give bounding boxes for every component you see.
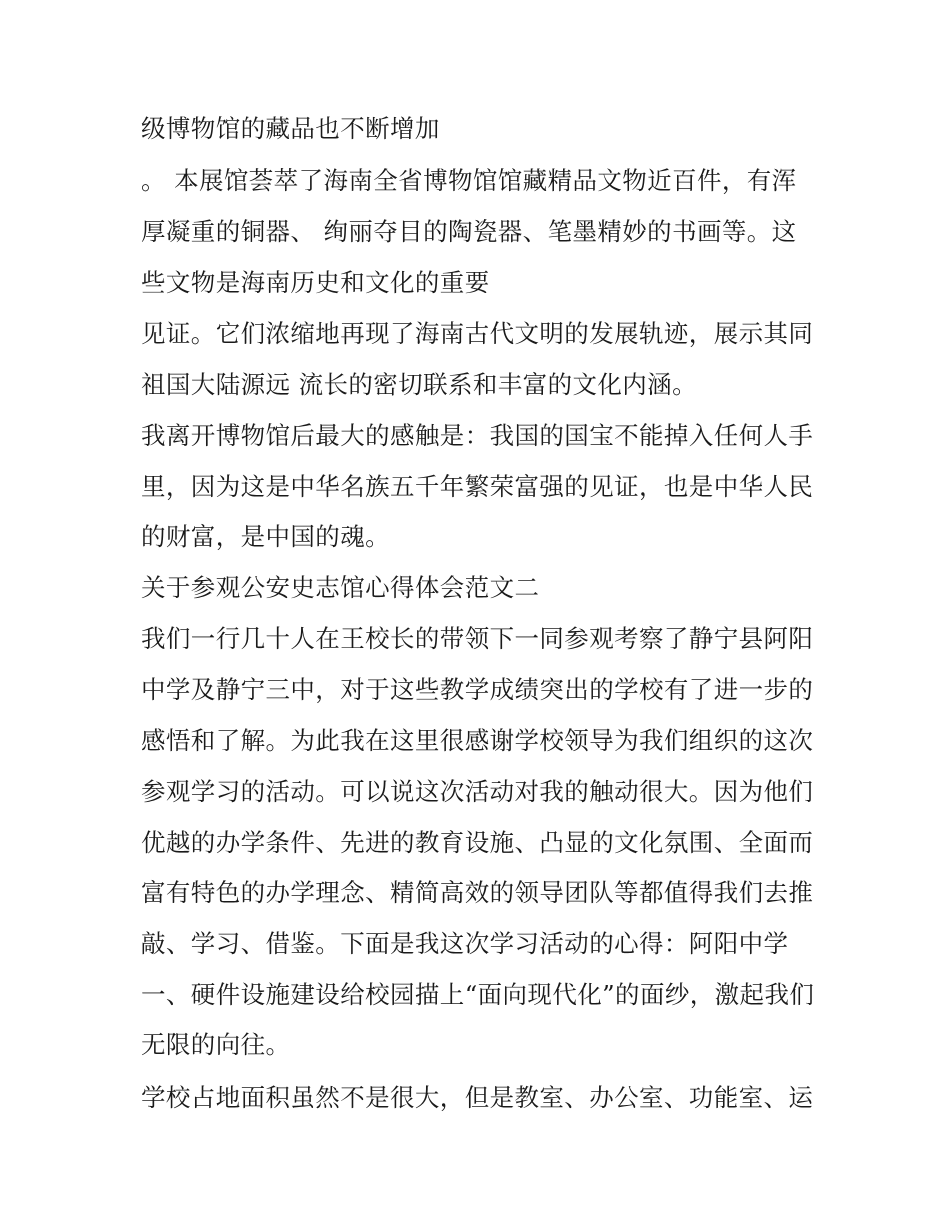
text-line: 厚凝重的铜器、 绚丽夺目的陶瓷器、笔墨精妙的书画等。这 — [141, 217, 797, 246]
section-heading: 关于参观公安史志馆心得体会范文二 — [141, 573, 540, 602]
text-line: 些文物是海南历史和文化的重要 — [141, 268, 490, 297]
text-line: 无限的向往。 — [141, 1030, 291, 1059]
text-line: 优越的办学条件、先进的教育设施、凸显的文化氛围、全面而 — [141, 828, 814, 857]
text-line: 感悟和了解。为此我在这里很感谢学校领导为我们组织的这次 — [141, 726, 814, 755]
text-line: 我们一行几十人在王校长的带领下一同参观考察了静宁县阿阳 — [141, 624, 814, 653]
text-line: 的财富，是中国的魂。 — [141, 522, 390, 551]
text-line: 级博物馆的藏品也不断增加 — [141, 114, 440, 143]
text-line: 学校占地面积虽然不是很大，但是教室、办公室、功能室、运 — [141, 1083, 814, 1112]
text-line: 参观学习的活动。可以说这次活动对我的触动很大。因为他们 — [141, 777, 814, 806]
text-line: 敲、学习、借鉴。下面是我这次学习活动的心得：阿阳中学 — [141, 929, 789, 958]
text-line: 我离开博物馆后最大的感触是：我国的国宝不能掉入任何人手 — [141, 421, 814, 450]
text-line: 中学及静宁三中，对于这些教学成绩突出的学校有了进一步的 — [141, 675, 814, 704]
text-line: 里，因为这是中华名族五千年繁荣富强的见证，也是中华人民 — [141, 472, 814, 501]
text-line: 见证。它们浓缩地再现了海南古代文明的发展轨迹，展示其同 — [141, 319, 814, 348]
text-line: 祖国大陆源远 流长的密切联系和丰富的文化内涵。 — [141, 370, 697, 399]
text-line: 一、硬件设施建设给校园描上“面向现代化”的面纱，激起我们 — [141, 980, 815, 1009]
text-line: 富有特色的办学理念、精简高效的领导团队等都值得我们去推 — [141, 878, 814, 907]
text-line: 。 本展馆荟萃了海南全省博物馆馆藏精品文物近百件，有浑 — [141, 166, 797, 195]
